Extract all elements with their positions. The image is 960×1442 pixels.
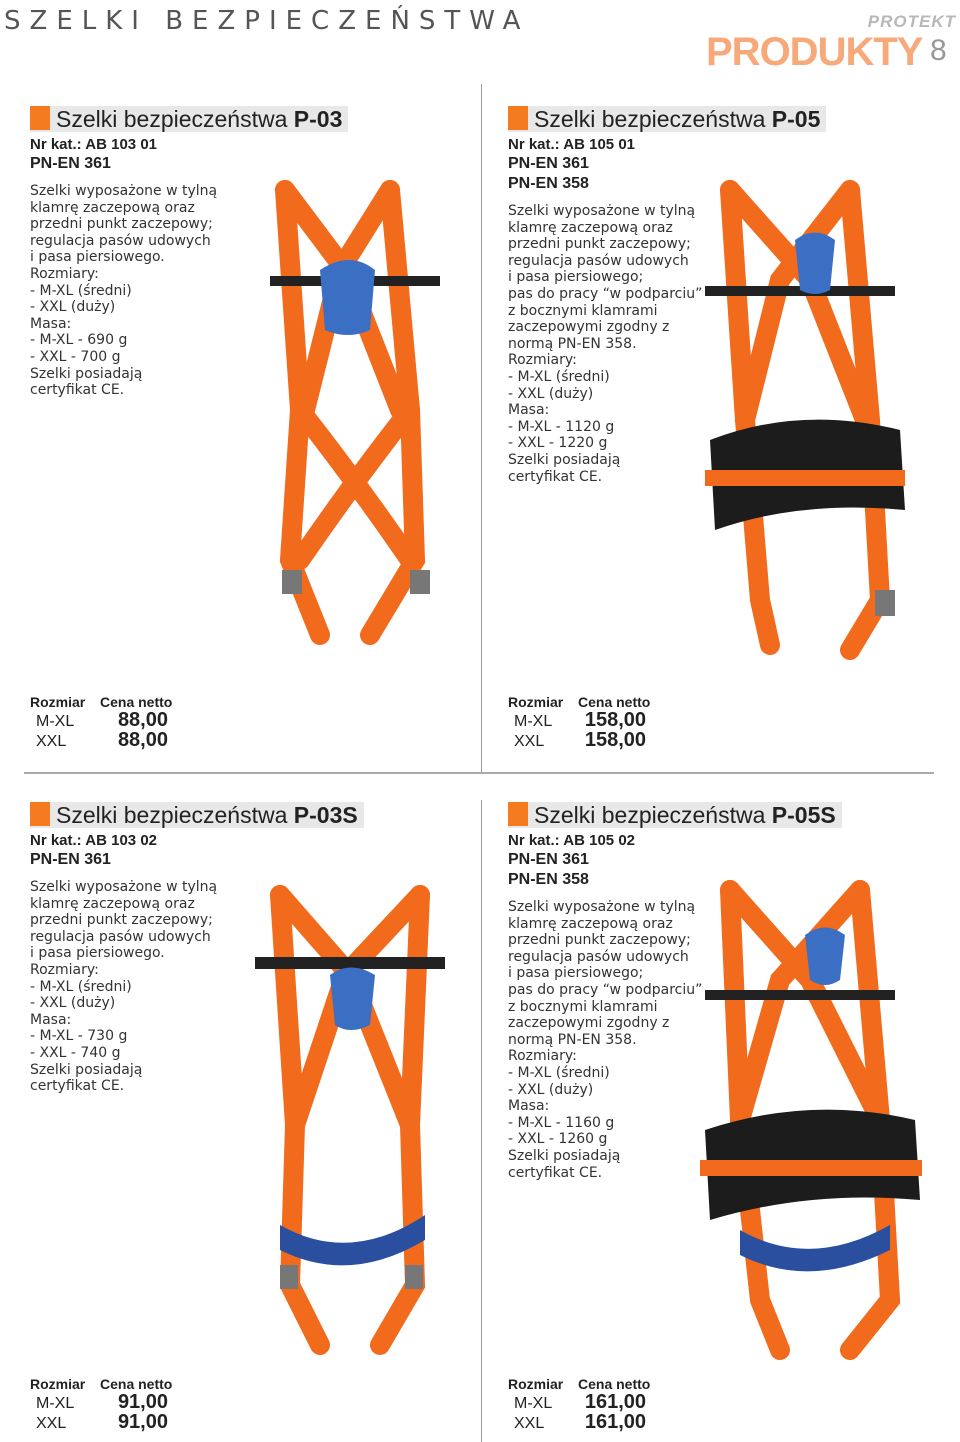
- size-value: XXL: [36, 1415, 67, 1432]
- norm-label: PN-EN 361: [30, 851, 111, 868]
- product-heading: [508, 106, 826, 132]
- price-header: Cena netto: [578, 1376, 651, 1392]
- product-heading: [30, 802, 364, 828]
- product-model: P-03: [293, 106, 343, 132]
- column-divider: [481, 800, 482, 1442]
- price-header: Cena netto: [100, 694, 173, 710]
- price-value: 161,00: [584, 1391, 646, 1413]
- norm-label: PN-EN 361: [508, 851, 589, 868]
- price-value: 161,00: [584, 1411, 646, 1433]
- product-name: Szelki bezpieczeństwa: [534, 106, 772, 132]
- price-value: 88,00: [117, 709, 168, 731]
- harness-p03-image: [260, 180, 460, 645]
- size-header: Rozmiar: [30, 694, 86, 710]
- catalog-number: Nr kat.: AB 105 02: [508, 832, 636, 849]
- size-value: M-XL: [514, 1395, 553, 1412]
- norm-label: PN-EN 361: [508, 155, 589, 172]
- price-value: 88,00: [117, 729, 168, 751]
- norm-label: PN-EN 358: [508, 871, 589, 888]
- size-header: Rozmiar: [508, 1376, 564, 1392]
- harness-p03s-image: [250, 885, 450, 1355]
- catalog-number: Nr kat.: AB 103 01: [30, 136, 158, 153]
- price-row: [30, 710, 172, 730]
- price-row: [30, 1392, 172, 1412]
- price-row: [508, 730, 650, 750]
- product-description: Szelki wyposażone w tylną klamrę zaczepową oraz przedni punkt zaczepowy; regulacja pasów udowych i pasa piersiowego. Rozmiary: - M-XL (średni) - XXL (duży) Masa: - M-XL - 690 g - XXL - 700 g Szelki posiadają certyfikat CE.: [30, 183, 218, 399]
- product-name: Szelki bezpieczeństwa: [534, 802, 772, 828]
- page-header-title: SZELKI BEZPIECZEŃSTWA: [4, 6, 530, 36]
- price-value: 91,00: [117, 1391, 168, 1413]
- price-row: [508, 710, 650, 730]
- price-value: 91,00: [117, 1411, 168, 1433]
- size-header: Rozmiar: [30, 1376, 86, 1392]
- product-description: Szelki wyposażone w tylną klamrę zaczepową oraz przedni punkt zaczepowy; regulacja pasów udowych i pasa piersiowego; pas do pracy “w podparciu” z bocznymi klamrami zaczepowymi zgodny z normą PN-EN 358. Rozmiary: - M-XL (średni) - XXL (duży) Masa: - M-XL - 1120 g - XXL - 1220 g Szelki posiadają certyfikat CE.: [508, 203, 703, 485]
- price-value: 158,00: [584, 729, 646, 751]
- orange-square-icon: [508, 802, 528, 826]
- section-title: PRODUKTY: [706, 30, 923, 74]
- catalog-number: Nr kat.: AB 105 01: [508, 136, 636, 153]
- product-model: P-03S: [293, 802, 358, 828]
- price-row: [30, 1412, 172, 1432]
- product-model: P-05: [771, 106, 821, 132]
- size-header: Rozmiar: [508, 694, 564, 710]
- product-heading: [30, 106, 348, 132]
- size-value: M-XL: [514, 713, 553, 730]
- product-name: Szelki bezpieczeństwa: [56, 106, 294, 132]
- price-table-p03s: [30, 1376, 172, 1432]
- orange-square-icon: [508, 106, 528, 130]
- product-model: P-05S: [771, 802, 836, 828]
- product-description: Szelki wyposażone w tylną klamrę zaczepową oraz przedni punkt zaczepowy; regulacja pasów udowych i pasa piersiowego; pas do pracy “w podparciu” z bocznymi klamrami zaczepowymi zgodny z normą PN-EN 358. Rozmiary: - M-XL (średni) - XXL (duży) Masa: - M-XL - 1160 g - XXL - 1260 g Szelki posiadają certyfikat CE.: [508, 899, 703, 1181]
- product-name: Szelki bezpieczeństwa: [56, 802, 294, 828]
- price-table-p05s: [508, 1376, 650, 1432]
- norm-label: PN-EN 361: [30, 155, 111, 172]
- product-heading: [508, 802, 842, 828]
- orange-square-icon: [30, 106, 50, 130]
- norm-label: PN-EN 358: [508, 175, 589, 192]
- size-value: XXL: [514, 733, 545, 750]
- price-header: Cena netto: [100, 1376, 173, 1392]
- product-description: Szelki wyposażone w tylną klamrę zaczepową oraz przedni punkt zaczepowy; regulacja pasów udowych i pasa piersiowego. Rozmiary: - M-XL (średni) - XXL (duży) Masa: - M-XL - 730 g - XXL - 740 g Szelki posiadają certyfikat CE.: [30, 879, 218, 1095]
- size-value: XXL: [514, 1415, 545, 1432]
- catalog-number: Nr kat.: AB 103 02: [30, 832, 158, 849]
- row-divider: [24, 772, 934, 774]
- page-number: 8: [930, 34, 947, 67]
- harness-p05s-image: [680, 880, 930, 1360]
- protekt-logo: PROTEKT: [867, 12, 956, 31]
- price-row: [30, 730, 172, 750]
- column-divider: [481, 84, 482, 774]
- price-table-p05: [508, 694, 650, 750]
- size-value: XXL: [36, 733, 67, 750]
- orange-square-icon: [30, 802, 50, 826]
- price-value: 158,00: [584, 709, 646, 731]
- size-value: M-XL: [36, 713, 75, 730]
- harness-p05-image: [690, 180, 920, 660]
- price-row: [508, 1392, 650, 1412]
- price-header: Cena netto: [578, 694, 651, 710]
- price-table-p03: [30, 694, 172, 750]
- size-value: M-XL: [36, 1395, 75, 1412]
- price-row: [508, 1412, 650, 1432]
